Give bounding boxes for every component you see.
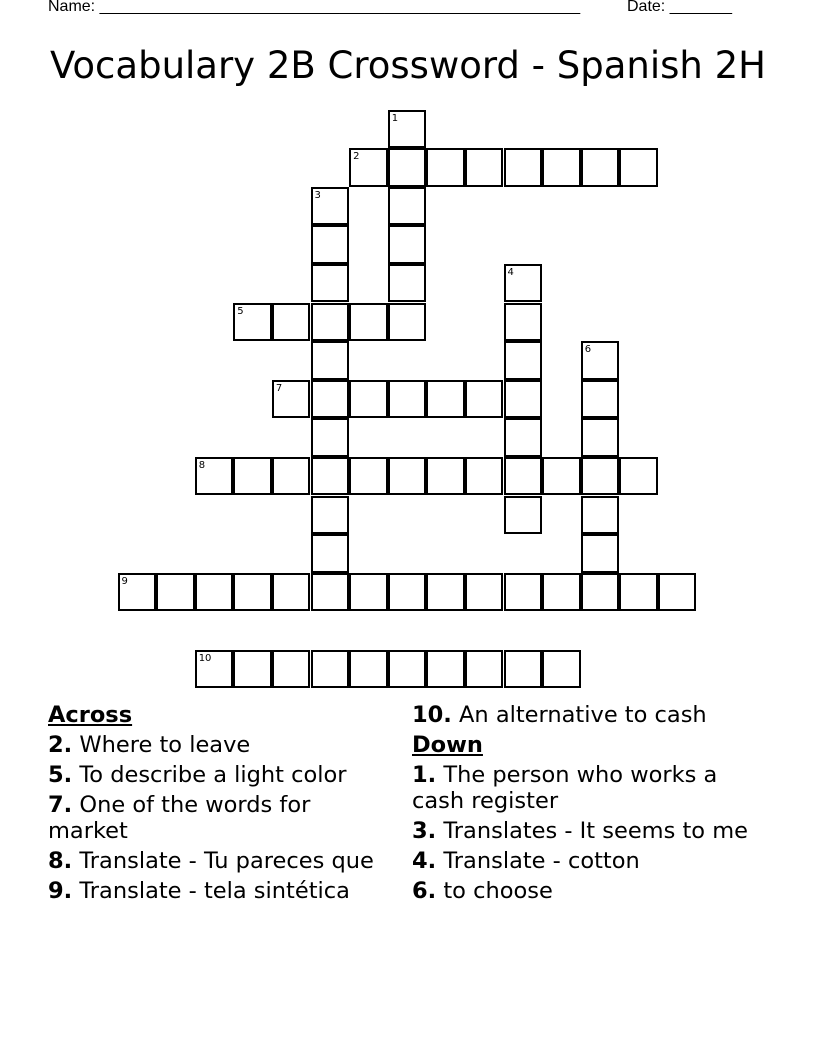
date-field-label: Date: _______ bbox=[627, 0, 732, 15]
crossword-cell bbox=[272, 303, 311, 342]
crossword-cell bbox=[349, 650, 388, 689]
cell-number: 5 bbox=[237, 305, 244, 317]
clue-across-8 bbox=[48, 848, 388, 874]
crossword-cell bbox=[465, 457, 504, 496]
crossword-cell bbox=[504, 496, 543, 535]
cell-number: 8 bbox=[198, 459, 206, 471]
cell-number: 4 bbox=[507, 266, 514, 278]
crossword-cell bbox=[619, 457, 658, 496]
crossword-cell bbox=[311, 187, 350, 226]
crossword-cell bbox=[426, 573, 465, 612]
clue-text: Where to leave bbox=[79, 732, 251, 758]
crossword-cell bbox=[581, 418, 620, 457]
crossword-cell bbox=[388, 110, 427, 149]
crossword-cell bbox=[349, 148, 388, 187]
crossword-cell bbox=[504, 380, 543, 419]
clues-column-left bbox=[48, 702, 388, 908]
crossword-cell bbox=[388, 187, 427, 226]
crossword-cell bbox=[504, 303, 543, 342]
crossword-cell bbox=[349, 573, 388, 612]
crossword-cell bbox=[311, 303, 350, 342]
crossword-cell bbox=[504, 341, 543, 380]
crossword-cell bbox=[542, 457, 581, 496]
cell-number: 9 bbox=[121, 575, 128, 587]
crossword-cell bbox=[465, 148, 504, 187]
cell-number: 3 bbox=[314, 189, 321, 201]
crossword-cell bbox=[311, 496, 350, 535]
crossword-cell bbox=[426, 380, 465, 419]
crossword-cell bbox=[118, 573, 157, 612]
crossword-cell bbox=[311, 264, 350, 303]
crossword-cell bbox=[233, 573, 272, 612]
clue-number: 8. bbox=[48, 848, 73, 874]
clue-down-1 bbox=[412, 762, 752, 814]
crossword-cell bbox=[581, 573, 620, 612]
crossword-cell bbox=[581, 341, 620, 380]
clue-number: 10. bbox=[412, 702, 452, 728]
clue-number: 4. bbox=[412, 848, 437, 874]
crossword-cell bbox=[233, 303, 272, 342]
crossword-cell bbox=[658, 573, 697, 612]
down-heading: Down bbox=[412, 732, 483, 758]
clue-number: 6. bbox=[412, 878, 437, 904]
crossword-cell bbox=[233, 457, 272, 496]
crossword-cell bbox=[388, 225, 427, 264]
crossword-cell bbox=[388, 380, 427, 419]
cell-number: 1 bbox=[391, 112, 399, 124]
crossword-cell bbox=[311, 341, 350, 380]
crossword-cell bbox=[581, 380, 620, 419]
crossword-cell bbox=[388, 148, 427, 187]
crossword-cell bbox=[426, 650, 465, 689]
crossword-cell bbox=[272, 380, 311, 419]
clue-text: to choose bbox=[443, 878, 553, 904]
crossword-cell bbox=[426, 457, 465, 496]
clue-number: 9. bbox=[48, 878, 73, 904]
crossword-cell bbox=[504, 457, 543, 496]
clue-text: The person who works a cash register bbox=[412, 762, 718, 814]
crossword-cell bbox=[388, 650, 427, 689]
crossword-cell bbox=[388, 264, 427, 303]
crossword-cell bbox=[542, 573, 581, 612]
crossword-cell bbox=[619, 148, 658, 187]
clue-number: 7. bbox=[48, 792, 73, 818]
crossword-cell bbox=[465, 380, 504, 419]
crossword-cell bbox=[311, 418, 350, 457]
crossword-cell bbox=[311, 225, 350, 264]
crossword-cell bbox=[542, 650, 581, 689]
clue-number: 3. bbox=[412, 818, 437, 844]
crossword-cell bbox=[581, 457, 620, 496]
clue-text: One of the words for market bbox=[48, 792, 311, 844]
clues-column-right bbox=[412, 702, 752, 908]
crossword-cell bbox=[311, 573, 350, 612]
clue-text: To describe a light color bbox=[79, 762, 347, 788]
clue-text: Translate - cotton bbox=[443, 848, 640, 874]
crossword-cell bbox=[311, 457, 350, 496]
crossword-cell bbox=[311, 650, 350, 689]
crossword-cell bbox=[504, 264, 543, 303]
crossword-cell bbox=[272, 457, 311, 496]
crossword-cell bbox=[504, 650, 543, 689]
crossword-cell bbox=[272, 650, 311, 689]
clue-number: 1. bbox=[412, 762, 437, 788]
clue-across-2 bbox=[48, 732, 388, 758]
across-heading: Across bbox=[48, 702, 133, 728]
clue-across-5 bbox=[48, 762, 388, 788]
crossword-cell bbox=[581, 148, 620, 187]
crossword-cell bbox=[504, 418, 543, 457]
clue-number: 2. bbox=[48, 732, 73, 758]
clue-text: Translates - It seems to me bbox=[443, 818, 748, 844]
crossword-cell bbox=[311, 534, 350, 573]
crossword-cell bbox=[542, 148, 581, 187]
clue-across-10 bbox=[412, 702, 752, 728]
crossword-cell bbox=[349, 457, 388, 496]
clue-down-6 bbox=[412, 878, 752, 904]
page-title: Vocabulary 2B Crossword - Spanish 2H bbox=[49, 44, 766, 87]
crossword-cell bbox=[388, 573, 427, 612]
clue-text: An alternative to cash bbox=[459, 702, 707, 728]
crossword-cell bbox=[195, 573, 234, 612]
crossword-cell bbox=[388, 303, 427, 342]
clue-number: 5. bbox=[48, 762, 73, 788]
crossword-cell bbox=[349, 380, 388, 419]
crossword-cell bbox=[233, 650, 272, 689]
clue-down-4 bbox=[412, 848, 752, 874]
clue-text: Translate - tela sintética bbox=[79, 878, 350, 904]
crossword-cell bbox=[156, 573, 195, 612]
crossword-cell bbox=[195, 650, 234, 689]
crossword-cell bbox=[581, 534, 620, 573]
crossword-cell bbox=[349, 303, 388, 342]
crossword-cell bbox=[465, 650, 504, 689]
crossword-cell bbox=[504, 148, 543, 187]
crossword-cell bbox=[504, 573, 543, 612]
crossword-cell bbox=[465, 573, 504, 612]
crossword-cell bbox=[388, 457, 427, 496]
cell-number: 7 bbox=[275, 382, 283, 394]
cell-number: 10 bbox=[198, 652, 212, 664]
clue-across-9 bbox=[48, 878, 388, 904]
name-field-label: Name: ______________________________________________________ bbox=[48, 0, 581, 15]
crossword-cell bbox=[272, 573, 311, 612]
clue-down-3 bbox=[412, 818, 752, 844]
crossword-cell bbox=[426, 148, 465, 187]
clue-text: Translate - Tu pareces que bbox=[79, 848, 374, 874]
cell-number: 6 bbox=[584, 344, 592, 356]
crossword-cell bbox=[619, 573, 658, 612]
clue-across-7 bbox=[48, 792, 388, 844]
cell-number: 2 bbox=[353, 151, 360, 163]
crossword-cell bbox=[195, 457, 234, 496]
crossword-cell bbox=[311, 380, 350, 419]
crossword-cell bbox=[581, 496, 620, 535]
